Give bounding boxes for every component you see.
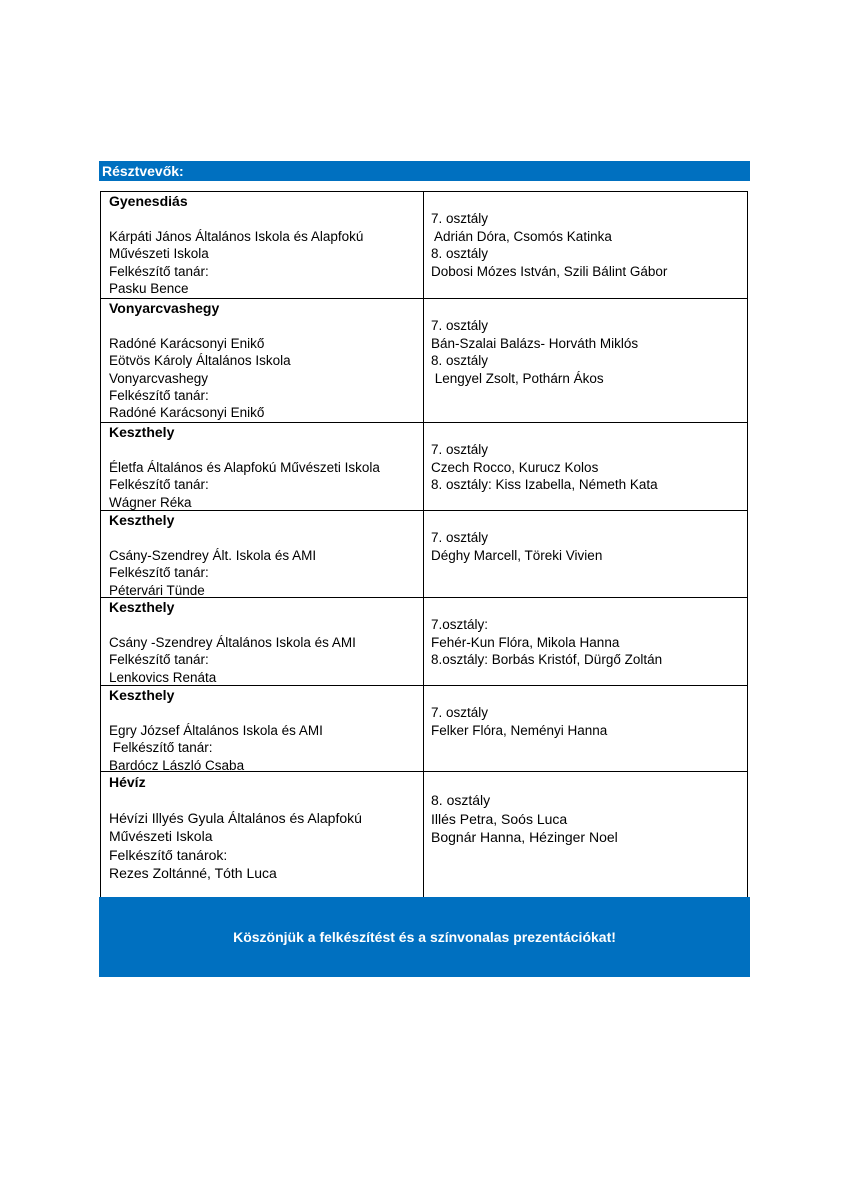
students-cell: [424, 192, 747, 298]
teacher-label: Felkészítő tanár:: [109, 652, 209, 668]
table-row: [101, 299, 747, 423]
teacher-name: Pétervári Tünde: [109, 582, 205, 598]
school-name: Kárpáti János Általános Iskola és Alapfokú: [109, 228, 364, 244]
table-row: [101, 423, 747, 511]
students-cell: [424, 772, 747, 899]
table-row: [101, 686, 747, 772]
student-line: 7. osztály: [431, 211, 489, 227]
school-name: Radóné Karácsonyi Enikő: [109, 335, 265, 351]
school-cell: [101, 192, 424, 298]
town-name: Hévíz: [109, 774, 146, 790]
student-line: Dobosi Mózes István, Szili Bálint Gábor: [431, 263, 668, 279]
student-line: 7. osztály: [431, 318, 489, 334]
teacher-name: Pasku Bence: [109, 281, 189, 297]
teacher-label: Felkészítő tanárok:: [109, 846, 228, 863]
table-row: [101, 192, 747, 299]
student-line: 8. osztály: [431, 353, 489, 369]
teacher-label: Felkészítő tanár:: [109, 565, 209, 581]
student-line: Czech Rocco, Kurucz Kolos: [431, 459, 599, 475]
school-name: Művészeti Iskola: [109, 246, 209, 262]
student-line: Fehér-Kun Flóra, Mikola Hanna: [431, 634, 620, 650]
school-cell: [101, 299, 424, 422]
student-line: 8. osztály: Kiss Izabella, Németh Kata: [431, 477, 658, 493]
town-name: Keszthely: [109, 512, 175, 528]
school-cell: [101, 686, 424, 771]
teacher-label: Felkészítő tanár:: [109, 740, 213, 756]
students-cell: [424, 686, 747, 771]
town-name: Vonyarcvashegy: [109, 300, 220, 316]
school-cell: [101, 598, 424, 685]
school-name: Eötvös Károly Általános Iskola: [109, 353, 291, 369]
students-cell: [424, 598, 747, 685]
student-line: Bognár Hanna, Hézinger Noel: [431, 829, 618, 846]
school-cell: [101, 772, 424, 899]
student-line: 7.osztály:: [431, 617, 489, 633]
teacher-label: Felkészítő tanár:: [109, 263, 209, 279]
school-name: Hévízi Illyés Gyula Általános és Alapfokú: [109, 809, 362, 826]
table-row: [101, 772, 747, 899]
school-name: Vonyarcvashegy: [109, 370, 209, 386]
student-line: Felker Flóra, Neményi Hanna: [431, 722, 608, 738]
students-cell: [424, 423, 747, 510]
teacher-name: Wágner Réka: [109, 494, 192, 510]
school-cell: [101, 423, 424, 510]
school-name: Egry József Általános Iskola és AMI: [109, 722, 323, 738]
town-name: Keszthely: [109, 424, 175, 440]
school-cell: [101, 511, 424, 597]
table-row: [101, 511, 747, 598]
student-line: Déghy Marcell, Töreki Vivien: [431, 547, 603, 563]
thank-you-text: Köszönjük a felkészítést és a színvonalas prezentációkat!: [233, 929, 616, 945]
school-name: Életfa Általános és Alapfokú Művészeti Iskola: [109, 459, 380, 475]
teacher-label: Felkészítő tanár:: [109, 388, 209, 404]
students-cell: [424, 511, 747, 597]
school-name: Művészeti Iskola: [109, 828, 213, 845]
thank-you-banner: [99, 897, 750, 977]
participants-table: [100, 191, 748, 899]
student-line: 7. osztály: [431, 530, 489, 546]
teacher-name: Rezes Zoltánné, Tóth Luca: [109, 865, 277, 882]
students-cell: [424, 299, 747, 422]
town-name: Gyenesdiás: [109, 193, 188, 209]
table-row: [101, 598, 747, 686]
student-line: Illés Petra, Soós Luca: [431, 810, 568, 827]
student-line: Adrián Dóra, Csomós Katinka: [431, 228, 612, 244]
school-name: Csány -Szendrey Általános Iskola és AMI: [109, 634, 356, 650]
student-line: 7. osztály: [431, 705, 489, 721]
teacher-name: Bardócz László Csaba: [109, 757, 245, 773]
town-name: Keszthely: [109, 687, 175, 703]
student-line: Lengyel Zsolt, Pothárn Ákos: [431, 370, 604, 386]
teacher-name: Radóné Karácsonyi Enikő: [109, 405, 265, 421]
student-line: 8. osztály: [431, 246, 489, 262]
teacher-label: Felkészítő tanár:: [109, 477, 209, 493]
school-name: Csány-Szendrey Ált. Iskola és AMI: [109, 547, 317, 563]
student-line: 8. osztály: [431, 792, 491, 809]
town-name: Keszthely: [109, 599, 175, 615]
student-line: Bán-Szalai Balázs- Horváth Miklós: [431, 335, 639, 351]
teacher-name: Lenkovics Renáta: [109, 669, 217, 685]
student-line: 7. osztály: [431, 442, 489, 458]
student-line: 8.osztály: Borbás Kristóf, Dürgő Zoltán: [431, 652, 663, 668]
section-header: Résztvevők:: [99, 161, 750, 181]
